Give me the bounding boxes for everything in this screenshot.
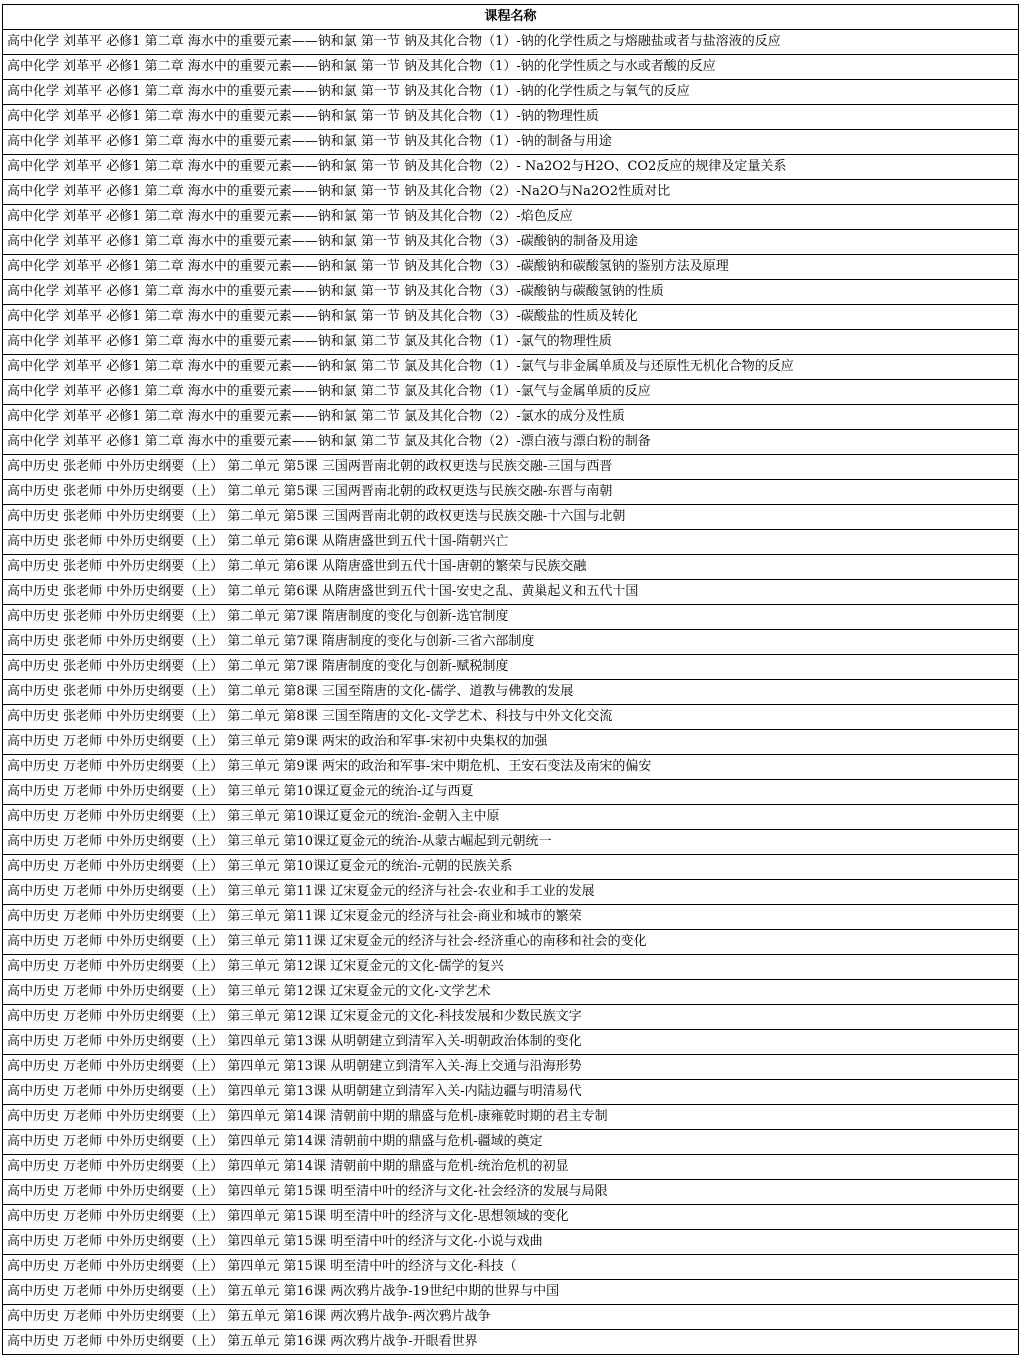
course-name-cell: 高中化学 刘革平 必修1 第二章 海水中的重要元素——钠和氯 第一节 钠及其化合物（2）-Na2O与Na2O2性质对比	[3, 180, 1019, 205]
table-row	[3, 480, 1019, 505]
table-row	[3, 1155, 1019, 1180]
table-row	[3, 880, 1019, 905]
table-row	[3, 1130, 1019, 1155]
course-name-cell: 高中历史 张老师 中外历史纲要（上） 第二单元 第7课 隋唐制度的变化与创新-赋税制度	[3, 655, 1019, 680]
course-name-cell: 高中历史 万老师 中外历史纲要（上） 第四单元 第15课 明至清中叶的经济与文化-科技（	[3, 1255, 1019, 1280]
course-name-cell: 高中历史 万老师 中外历史纲要（上） 第三单元 第12课 辽宋夏金元的文化-文学艺术	[3, 980, 1019, 1005]
course-name-cell: 高中历史 万老师 中外历史纲要（上） 第三单元 第11课 辽宋夏金元的经济与社会-商业和城市的繁荣	[3, 905, 1019, 930]
table-row	[3, 1305, 1019, 1330]
course-name-cell: 高中历史 张老师 中外历史纲要（上） 第二单元 第6课 从隋唐盛世到五代十国-唐朝的繁荣与民族交融	[3, 555, 1019, 580]
table-row	[3, 1105, 1019, 1130]
table-row	[3, 1055, 1019, 1080]
table-row	[3, 130, 1019, 155]
table-row	[3, 805, 1019, 830]
table-row	[3, 55, 1019, 80]
course-name-cell: 高中历史 万老师 中外历史纲要（上） 第五单元 第16课 两次鸦片战争-19世纪中期的世界与中国	[3, 1280, 1019, 1305]
course-name-cell: 高中历史 万老师 中外历史纲要（上） 第三单元 第9课 两宋的政治和军事-宋初中央集权的加强	[3, 730, 1019, 755]
table-row	[3, 1330, 1019, 1355]
table-row	[3, 1255, 1019, 1280]
table-row	[3, 1030, 1019, 1055]
course-name-cell: 高中历史 万老师 中外历史纲要（上） 第四单元 第15课 明至清中叶的经济与文化-思想领域的变化	[3, 1205, 1019, 1230]
course-name-cell: 高中化学 刘革平 必修1 第二章 海水中的重要元素——钠和氯 第一节 钠及其化合物（1）-钠的制备与用途	[3, 130, 1019, 155]
table-row	[3, 430, 1019, 455]
table-row	[3, 755, 1019, 780]
table-row	[3, 605, 1019, 630]
course-name-cell: 高中化学 刘革平 必修1 第二章 海水中的重要元素——钠和氯 第一节 钠及其化合物（1）-钠的物理性质	[3, 105, 1019, 130]
course-name-cell: 高中历史 万老师 中外历史纲要（上） 第五单元 第16课 两次鸦片战争-两次鸦片战争	[3, 1305, 1019, 1330]
table-row	[3, 730, 1019, 755]
table-row	[3, 705, 1019, 730]
course-name-cell: 高中化学 刘革平 必修1 第二章 海水中的重要元素——钠和氯 第二节 氯及其化合物（1）-氯气与金属单质的反应	[3, 380, 1019, 405]
course-name-cell: 高中历史 万老师 中外历史纲要（上） 第三单元 第10课辽夏金元的统治-金朝入主中原	[3, 805, 1019, 830]
course-name-cell: 高中历史 万老师 中外历史纲要（上） 第三单元 第11课 辽宋夏金元的经济与社会-农业和手工业的发展	[3, 880, 1019, 905]
course-name-cell: 高中历史 万老师 中外历史纲要（上） 第五单元 第16课 两次鸦片战争-开眼看世界	[3, 1330, 1019, 1355]
table-row	[3, 655, 1019, 680]
table-row	[3, 80, 1019, 105]
course-name-cell: 高中历史 万老师 中外历史纲要（上） 第四单元 第13课 从明朝建立到清军入关-内陆边疆与明清易代	[3, 1080, 1019, 1105]
course-name-cell: 高中历史 万老师 中外历史纲要（上） 第四单元 第13课 从明朝建立到清军入关-明朝政治体制的变化	[3, 1030, 1019, 1055]
course-name-cell: 高中历史 张老师 中外历史纲要（上） 第二单元 第6课 从隋唐盛世到五代十国-安史之乱、黄巢起义和五代十国	[3, 580, 1019, 605]
course-name-cell: 高中化学 刘革平 必修1 第二章 海水中的重要元素——钠和氯 第一节 钠及其化合物（3）-碳酸钠和碳酸氢钠的鉴别方法及原理	[3, 255, 1019, 280]
course-name-cell: 高中历史 万老师 中外历史纲要（上） 第三单元 第10课辽夏金元的统治-元朝的民族关系	[3, 855, 1019, 880]
course-name-cell: 高中历史 万老师 中外历史纲要（上） 第四单元 第14课 清朝前中期的鼎盛与危机-统治危机的初显	[3, 1155, 1019, 1180]
course-name-cell: 高中化学 刘革平 必修1 第二章 海水中的重要元素——钠和氯 第一节 钠及其化合物（3）-碳酸钠与碳酸氢钠的性质	[3, 280, 1019, 305]
course-name-cell: 高中历史 万老师 中外历史纲要（上） 第四单元 第14课 清朝前中期的鼎盛与危机-康雍乾时期的君主专制	[3, 1105, 1019, 1130]
table-row	[3, 530, 1019, 555]
table-row	[3, 555, 1019, 580]
course-name-cell: 高中历史 万老师 中外历史纲要（上） 第三单元 第11课 辽宋夏金元的经济与社会-经济重心的南移和社会的变化	[3, 930, 1019, 955]
table-row	[3, 680, 1019, 705]
table-row	[3, 30, 1019, 55]
table-row	[3, 1280, 1019, 1305]
course-name-cell: 高中化学 刘革平 必修1 第二章 海水中的重要元素——钠和氯 第一节 钠及其化合物（1）-钠的化学性质之与熔融盐或者与盐溶液的反应	[3, 30, 1019, 55]
column-header-course-name: 课程名称	[3, 5, 1019, 30]
table-row	[3, 855, 1019, 880]
table-row	[3, 155, 1019, 180]
table-row	[3, 780, 1019, 805]
table-row	[3, 630, 1019, 655]
table-row	[3, 405, 1019, 430]
table-row	[3, 830, 1019, 855]
table-row	[3, 105, 1019, 130]
course-table	[2, 4, 1019, 1355]
course-name-cell: 高中历史 张老师 中外历史纲要（上） 第二单元 第6课 从隋唐盛世到五代十国-隋朝兴亡	[3, 530, 1019, 555]
course-table-container	[2, 4, 1019, 1355]
course-name-cell: 高中历史 万老师 中外历史纲要（上） 第三单元 第12课 辽宋夏金元的文化-科技发展和少数民族文字	[3, 1005, 1019, 1030]
table-row	[3, 955, 1019, 980]
course-name-cell: 高中化学 刘革平 必修1 第二章 海水中的重要元素——钠和氯 第一节 钠及其化合物（1）-钠的化学性质之与水或者酸的反应	[3, 55, 1019, 80]
table-row	[3, 205, 1019, 230]
table-row	[3, 455, 1019, 480]
course-name-cell: 高中化学 刘革平 必修1 第二章 海水中的重要元素——钠和氯 第二节 氯及其化合物（2）-氯水的成分及性质	[3, 405, 1019, 430]
course-name-cell: 高中化学 刘革平 必修1 第二章 海水中的重要元素——钠和氯 第一节 钠及其化合物（3）-碳酸钠的制备及用途	[3, 230, 1019, 255]
course-name-cell: 高中历史 张老师 中外历史纲要（上） 第二单元 第8课 三国至隋唐的文化-儒学、道教与佛教的发展	[3, 680, 1019, 705]
table-header-row	[3, 5, 1019, 30]
table-row	[3, 980, 1019, 1005]
table-row	[3, 255, 1019, 280]
table-row	[3, 1005, 1019, 1030]
table-row	[3, 505, 1019, 530]
course-name-cell: 高中化学 刘革平 必修1 第二章 海水中的重要元素——钠和氯 第一节 钠及其化合物（2）- Na2O2与H2O、CO2反应的规律及定量关系	[3, 155, 1019, 180]
course-name-cell: 高中历史 张老师 中外历史纲要（上） 第二单元 第8课 三国至隋唐的文化-文学艺术、科技与中外文化交流	[3, 705, 1019, 730]
table-row	[3, 580, 1019, 605]
course-name-cell: 高中化学 刘革平 必修1 第二章 海水中的重要元素——钠和氯 第二节 氯及其化合物（1）-氯气的物理性质	[3, 330, 1019, 355]
course-name-cell: 高中化学 刘革平 必修1 第二章 海水中的重要元素——钠和氯 第一节 钠及其化合物（1）-钠的化学性质之与氧气的反应	[3, 80, 1019, 105]
course-name-cell: 高中化学 刘革平 必修1 第二章 海水中的重要元素——钠和氯 第一节 钠及其化合物（2）-焰色反应	[3, 205, 1019, 230]
course-name-cell: 高中历史 万老师 中外历史纲要（上） 第四单元 第14课 清朝前中期的鼎盛与危机-疆域的奠定	[3, 1130, 1019, 1155]
table-row	[3, 1180, 1019, 1205]
course-name-cell: 高中历史 张老师 中外历史纲要（上） 第二单元 第7课 隋唐制度的变化与创新-三省六部制度	[3, 630, 1019, 655]
table-row	[3, 330, 1019, 355]
course-name-cell: 高中化学 刘革平 必修1 第二章 海水中的重要元素——钠和氯 第一节 钠及其化合物（3）-碳酸盐的性质及转化	[3, 305, 1019, 330]
table-row	[3, 230, 1019, 255]
course-name-cell: 高中历史 万老师 中外历史纲要（上） 第四单元 第13课 从明朝建立到清军入关-海上交通与沿海形势	[3, 1055, 1019, 1080]
table-row	[3, 305, 1019, 330]
course-name-cell: 高中历史 张老师 中外历史纲要（上） 第二单元 第7课 隋唐制度的变化与创新-选官制度	[3, 605, 1019, 630]
course-name-cell: 高中历史 万老师 中外历史纲要（上） 第三单元 第10课辽夏金元的统治-辽与西夏	[3, 780, 1019, 805]
course-name-cell: 高中历史 万老师 中外历史纲要（上） 第三单元 第12课 辽宋夏金元的文化-儒学的复兴	[3, 955, 1019, 980]
table-row	[3, 380, 1019, 405]
table-row	[3, 1205, 1019, 1230]
table-row	[3, 930, 1019, 955]
course-name-cell: 高中历史 万老师 中外历史纲要（上） 第三单元 第9课 两宋的政治和军事-宋中期危机、王安石变法及南宋的偏安	[3, 755, 1019, 780]
course-name-cell: 高中化学 刘革平 必修1 第二章 海水中的重要元素——钠和氯 第二节 氯及其化合物（1）-氯气与非金属单质及与还原性无机化合物的反应	[3, 355, 1019, 380]
course-name-cell: 高中历史 万老师 中外历史纲要（上） 第四单元 第15课 明至清中叶的经济与文化-小说与戏曲	[3, 1230, 1019, 1255]
table-row	[3, 905, 1019, 930]
course-name-cell: 高中历史 万老师 中外历史纲要（上） 第四单元 第15课 明至清中叶的经济与文化-社会经济的发展与局限	[3, 1180, 1019, 1205]
table-row	[3, 1230, 1019, 1255]
course-name-cell: 高中历史 张老师 中外历史纲要（上） 第二单元 第5课 三国两晋南北朝的政权更迭与民族交融-三国与西晋	[3, 455, 1019, 480]
table-row	[3, 280, 1019, 305]
course-name-cell: 高中历史 张老师 中外历史纲要（上） 第二单元 第5课 三国两晋南北朝的政权更迭与民族交融-东晋与南朝	[3, 480, 1019, 505]
table-body	[3, 30, 1019, 1355]
table-row	[3, 355, 1019, 380]
course-name-cell: 高中化学 刘革平 必修1 第二章 海水中的重要元素——钠和氯 第二节 氯及其化合物（2）-漂白液与漂白粉的制备	[3, 430, 1019, 455]
table-row	[3, 180, 1019, 205]
course-name-cell: 高中历史 张老师 中外历史纲要（上） 第二单元 第5课 三国两晋南北朝的政权更迭与民族交融-十六国与北朝	[3, 505, 1019, 530]
course-name-cell: 高中历史 万老师 中外历史纲要（上） 第三单元 第10课辽夏金元的统治-从蒙古崛起到元朝统一	[3, 830, 1019, 855]
table-row	[3, 1080, 1019, 1105]
